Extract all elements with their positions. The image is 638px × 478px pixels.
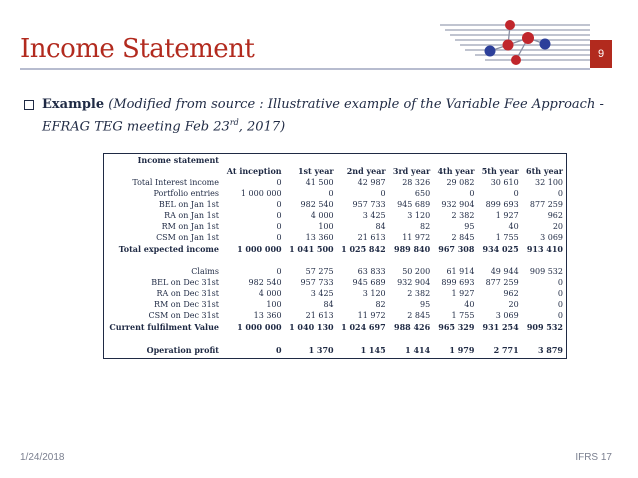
table-row [104, 288, 566, 299]
table-cell: 32 100 [535, 178, 563, 187]
table-cell: 3 069 [540, 233, 563, 242]
table-cell: 0 [557, 189, 563, 198]
table-cell: 100 [318, 222, 334, 231]
table-row [104, 321, 566, 332]
table-title: Income statement [137, 154, 219, 165]
table-cell: 2 845 [451, 233, 475, 242]
table-row [104, 299, 566, 310]
income-statement-table [103, 153, 567, 359]
checkbox-bullet-icon [24, 100, 34, 110]
table-cell: 899 693 [441, 278, 475, 287]
table-cell: 3 425 [310, 289, 334, 298]
table-header-row [104, 165, 566, 177]
table-cell: 1 414 [405, 344, 431, 355]
table-cell: 1 024 697 [341, 321, 386, 332]
table-cell: 1 370 [308, 344, 334, 355]
slide-title: Income Statement [20, 34, 255, 64]
table-cell: 49 944 [490, 267, 519, 276]
table-cell: 84 [375, 222, 386, 231]
table-cell: 1 040 130 [289, 321, 334, 332]
table-cell: 962 [503, 289, 519, 298]
bullet-source-text: (Modified from source : Illustrative example of the Variable Fee Approach - EFRAG TEG meeting Feb 23 [42, 97, 604, 135]
table-row [104, 210, 566, 221]
row-label: Current fulfilment Value [109, 321, 219, 332]
table-cell: 82 [375, 300, 386, 309]
bullet-bold-text: Example [42, 97, 105, 112]
table-cell: 931 254 [482, 321, 519, 332]
table-cell: 1 145 [360, 344, 386, 355]
page-number: 9 [590, 40, 612, 68]
bullet-source-text-end: , 2017) [238, 119, 286, 135]
table-cell: 11 972 [402, 233, 431, 242]
table-cell: 0 [469, 189, 475, 198]
table-cell: 913 410 [526, 243, 563, 254]
column-header: 3rd year [392, 166, 431, 176]
table-cell: 877 259 [529, 200, 563, 209]
table-cell: 13 360 [305, 233, 334, 242]
table-cell: 650 [414, 189, 431, 198]
column-header: 6th year [526, 166, 563, 176]
table-cell: 42 987 [357, 178, 386, 187]
footer-label: IFRS 17 [575, 452, 612, 463]
row-label: RA on Dec 31st [156, 289, 219, 298]
table-cell: 3 425 [362, 211, 386, 220]
table-row [104, 221, 566, 232]
table-cell: 1 041 500 [289, 243, 334, 254]
table-cell: 1 000 000 [237, 321, 282, 332]
table-row [104, 243, 566, 254]
table-cell: 909 532 [529, 267, 563, 276]
table-cell: 945 689 [397, 200, 431, 209]
row-label: CSM on Dec 31st [148, 311, 219, 320]
table-cell: 20 [508, 300, 519, 309]
table-cell: 21 613 [357, 233, 386, 242]
table-cell: 988 426 [394, 321, 431, 332]
table-cell: 962 [547, 211, 563, 220]
table-cell: 932 904 [397, 278, 431, 287]
table-cell: 0 [276, 267, 282, 276]
table-cell: 0 [380, 189, 386, 198]
table-cell: 28 326 [402, 178, 431, 187]
table-cell: 57 275 [305, 267, 334, 276]
table-cell: 982 540 [300, 200, 334, 209]
bullet-superscript: rd [229, 118, 239, 127]
spacer-row [104, 254, 566, 266]
table-cell: 0 [276, 344, 282, 355]
column-header: 4th year [437, 166, 475, 176]
table-cell: 1 000 000 [237, 243, 282, 254]
table-cell: 3 069 [495, 311, 519, 320]
row-label: RM on Dec 31st [154, 300, 219, 309]
table-cell: 11 972 [357, 311, 386, 320]
table-cell: 2 845 [407, 311, 431, 320]
row-label: Total expected income [118, 243, 219, 254]
table-cell: 1 927 [495, 211, 519, 220]
table-cell: 95 [420, 300, 431, 309]
table-cell: 4 000 [258, 289, 282, 298]
table-cell: 63 833 [357, 267, 386, 276]
row-label: Operation profit [146, 344, 219, 355]
table-cell: 0 [513, 189, 519, 198]
table-cell: 1 000 000 [240, 189, 282, 198]
column-header: 2nd year [346, 166, 386, 176]
table-row [104, 266, 566, 277]
table-cell: 2 382 [451, 211, 475, 220]
row-label: Portfolio entries [153, 189, 219, 198]
table-cell: 40 [464, 300, 475, 309]
table-cell: 13 360 [253, 311, 282, 320]
table-cell: 945 689 [352, 278, 386, 287]
table-cell: 932 904 [441, 200, 475, 209]
table-cell: 61 914 [446, 267, 475, 276]
table-cell: 50 200 [402, 267, 431, 276]
row-label: RM on Jan 1st [161, 222, 219, 231]
example-bullet [24, 96, 614, 136]
table-cell: 84 [323, 300, 334, 309]
table-cell: 1 927 [451, 289, 475, 298]
table-cell: 1 979 [449, 344, 475, 355]
table-cell: 20 [552, 222, 563, 231]
table-cell: 934 025 [482, 243, 519, 254]
row-label: Claims [191, 267, 219, 276]
table-cell: 3 120 [407, 211, 431, 220]
table-cell: 21 613 [305, 311, 334, 320]
row-label: RA on Jan 1st [164, 211, 219, 220]
table-cell: 95 [464, 222, 475, 231]
table-cell: 965 329 [438, 321, 475, 332]
table-cell: 3 879 [537, 344, 563, 355]
table-cell: 29 082 [446, 178, 475, 187]
table-row [104, 310, 566, 321]
table-cell: 40 [508, 222, 519, 231]
row-label: Total Interest income [132, 178, 219, 187]
table-row [104, 232, 566, 243]
row-label: BEL on Dec 31st [151, 278, 219, 287]
table-cell: 1 755 [451, 311, 475, 320]
table-cell: 0 [276, 178, 282, 187]
table-cell: 989 840 [394, 243, 431, 254]
column-header: 1st year [297, 166, 334, 176]
table-cell: 1 755 [495, 233, 519, 242]
table-row [104, 177, 566, 188]
table-cell: 877 259 [485, 278, 519, 287]
table-cell: 2 771 [493, 344, 519, 355]
table-cell: 3 120 [362, 289, 386, 298]
table-row [104, 344, 566, 355]
table-row [104, 188, 566, 199]
column-header: At inception [226, 166, 282, 176]
table-cell: 982 540 [248, 278, 282, 287]
table-cell: 967 308 [438, 243, 475, 254]
table-cell: 0 [557, 311, 563, 320]
table-row [104, 277, 566, 288]
table-cell: 2 382 [407, 289, 431, 298]
spacer-row [104, 332, 566, 344]
table-cell: 957 733 [352, 200, 386, 209]
column-header: 5th year [481, 166, 519, 176]
table-cell: 0 [276, 233, 282, 242]
table-cell: 957 733 [300, 278, 334, 287]
table-cell: 41 500 [305, 178, 334, 187]
table-cell: 899 693 [485, 200, 519, 209]
table-cell: 0 [276, 200, 282, 209]
molecule-decoration-icon [440, 16, 590, 66]
row-label: BEL on Jan 1st [158, 200, 219, 209]
table-cell: 1 025 842 [341, 243, 386, 254]
table-cell: 30 610 [490, 178, 519, 187]
table-cell: 82 [420, 222, 431, 231]
table-cell: 4 000 [310, 211, 334, 220]
row-label: CSM on Jan 1st [156, 233, 219, 242]
table-cell: 0 [557, 300, 563, 309]
table-cell: 0 [276, 211, 282, 220]
table-cell: 0 [557, 289, 563, 298]
table-cell: 0 [557, 278, 563, 287]
table-cell: 909 532 [526, 321, 563, 332]
table-row [104, 199, 566, 210]
title-divider [20, 68, 590, 70]
footer-date: 1/24/2018 [20, 452, 65, 463]
table-cell: 100 [266, 300, 282, 309]
table-cell: 0 [328, 189, 334, 198]
table-cell: 0 [276, 222, 282, 231]
